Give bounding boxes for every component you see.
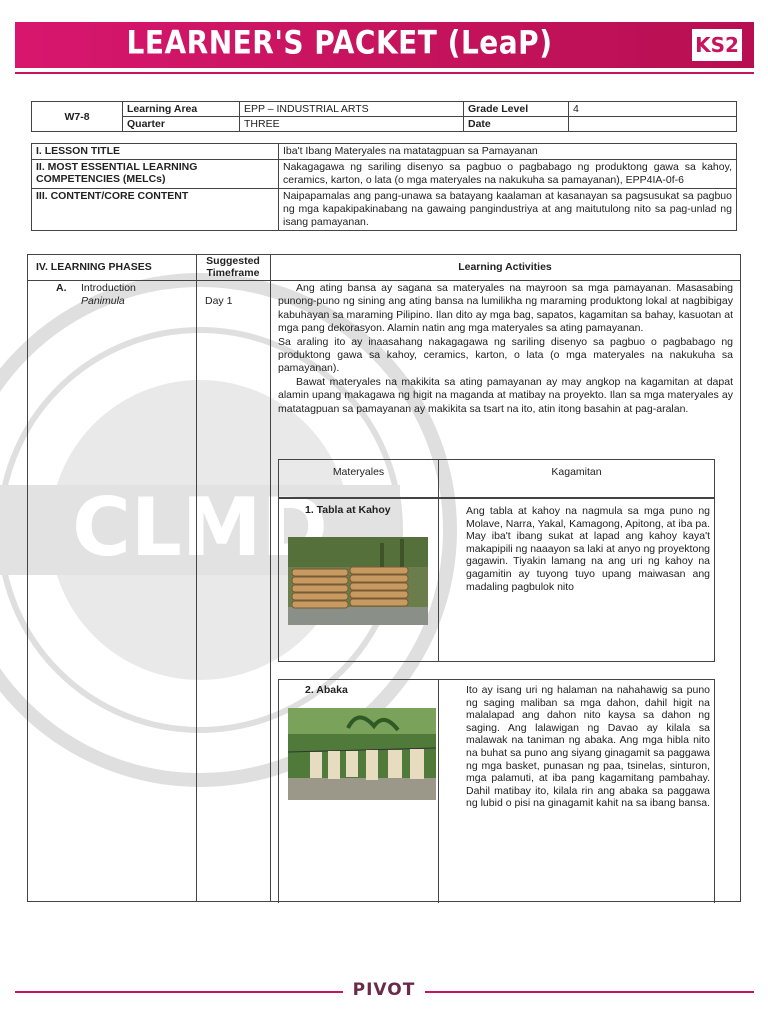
material-name: 1. Tabla at Kahoy [305, 504, 391, 516]
learning-activities-header: Learning Activities [458, 261, 552, 273]
grade-level-value: 4 [569, 102, 737, 117]
melc-value: Nakagagawa ng sariling disenyo sa pagbuo o pagbabago ng produktong gawa sa kahoy, ceramics, karton, o lata (o mga materyales na nakukuha sa pamayanan), EPP4IA-0f-6 [279, 160, 737, 189]
core-content-label: III. CONTENT/CORE CONTENT [32, 189, 279, 231]
key-stage-badge: KS2 [692, 29, 742, 61]
uses-column-header: Kagamitan [551, 466, 602, 478]
week-cell: W7-8 [32, 102, 123, 132]
divider [438, 680, 439, 903]
packet-title: LEARNER'S PACKET (LeaP) [126, 23, 553, 62]
intro-paragraph: Ang ating bansa ay sagana sa materyales na mayroon sa mga pamayanan. Masasabing punong-puno ng sining ang ating bansa na lumilikha ng maraming produktong lokal at nagbibigay kabuhayan sa maraming Pilipino. Ilan dito ay mga bag, sapatos, kagamitan sa bahay, kasuotan at mga pang dekorasyon. Alamin natin ang mga materyales sa ating pamayanan. [278, 282, 733, 335]
lumber-photo [288, 537, 428, 625]
footer-line [15, 991, 343, 993]
introduction-text [278, 282, 733, 416]
date-label: Date [464, 117, 569, 132]
footer-line [425, 991, 754, 993]
material-row [278, 679, 715, 903]
phase-name: Introduction [81, 282, 136, 294]
intro-paragraph: Bawat materyales na makikita sa ating pamayanan ay may angkop na kagamitan at dapat alamin upang makagawa ng higit na maganda at matibay na proyekto. Ilan sa mga materyales ay matatagpuan sa pamayanan ay makikita sa tsart na ito, atin itong basahin at pag-aralan. [278, 375, 733, 415]
learning-area-value: EPP – INDUSTRIAL ARTS [240, 102, 464, 117]
lesson-table [31, 143, 737, 231]
lesson-title-value: Iba't Ibang Materyales na matatagpuan sa Pamayanan [279, 144, 737, 160]
divider [438, 499, 439, 661]
timeframe-header: Suggested Timeframe [206, 255, 260, 279]
divider [196, 255, 197, 901]
phase-letter: A. [56, 282, 67, 294]
learning-area-label: Learning Area [123, 102, 240, 117]
material-description: Ang tabla at kahoy na nagmula sa mga puno ng Molave, Narra, Yakal, Kamagong, Apitong, at iba pa. May iba't ibang sukat at lapad ang kahoy kaya't makapipili ng naaayon sa laki at anyo ng proyektong gagawin. Tiyakin lamang na ang uri ng kahoy na gagamitin ay tuyong tuyo upang maiwasan ang madaling pagbulok nito [466, 505, 710, 593]
header-banner [15, 22, 754, 68]
learning-phases-table [27, 254, 741, 902]
divider [28, 280, 740, 281]
timeframe-value: Day 1 [205, 295, 233, 307]
material-description: Ito ay isang uri ng halaman na nahahawig sa puno ng saging maliban sa mga dahon, dahil higit na malalapad ang dahon nito kaysa sa dahon ng saging. Ang lalawigan ng Davao ay kilala sa malawak na taniman ng abaka. Ang mga hibla nito na buhat sa puno ang siyang ginagamit sa paggawa ng mga basket, punasan ng paa, tsinelas, sinturon, mga palamuti, at iba pang kagamitang pambahay. Dahil matibay ito, kilala rin ang abaka sa paggawa ng lubid o pisi na ginagamit kahit na sa ibang bansa. [466, 684, 711, 810]
quarter-value: THREE [240, 117, 464, 132]
phase-sub: Panimula [81, 294, 125, 307]
date-value[interactable] [569, 117, 737, 132]
grade-level-label: Grade Level [464, 102, 569, 117]
abaca-photo [288, 708, 436, 800]
pivot-logo: PIVOT [352, 980, 416, 1000]
melc-label: II. MOST ESSENTIAL LEARNING COMPETENCIES (MELCs) [32, 160, 279, 189]
lesson-title-label: I. LESSON TITLE [32, 144, 279, 160]
divider [270, 255, 271, 901]
materials-header-row [278, 459, 715, 498]
header-underline [15, 72, 754, 74]
learning-phases-header: IV. LEARNING PHASES [36, 261, 152, 273]
intro-paragraph: Sa araling ito ay inaasahang nakagagawa ng sariling disenyo sa pagbuo o pagbabago ng produktong gawa sa kahoy, ceramics, karton, o lata (o mga materyales na nakukuha sa pamayanan). [278, 335, 733, 375]
material-row [278, 498, 715, 662]
materials-column-header: Materyales [332, 466, 385, 478]
quarter-label: Quarter [123, 117, 240, 132]
svg-text:CLMD: CLMD [72, 481, 328, 574]
info-table [31, 101, 737, 132]
material-name: 2. Abaka [305, 684, 348, 696]
core-content-value: Naipapamalas ang pang-unawa sa batayang kaalaman at kasanayan sa pagsusukat sa pagbuo ng mga kapakipakinabang na gawaing pangindustriya at ang maitutulong nito sa pag-unlad ng isang pamayanan. [279, 189, 737, 231]
